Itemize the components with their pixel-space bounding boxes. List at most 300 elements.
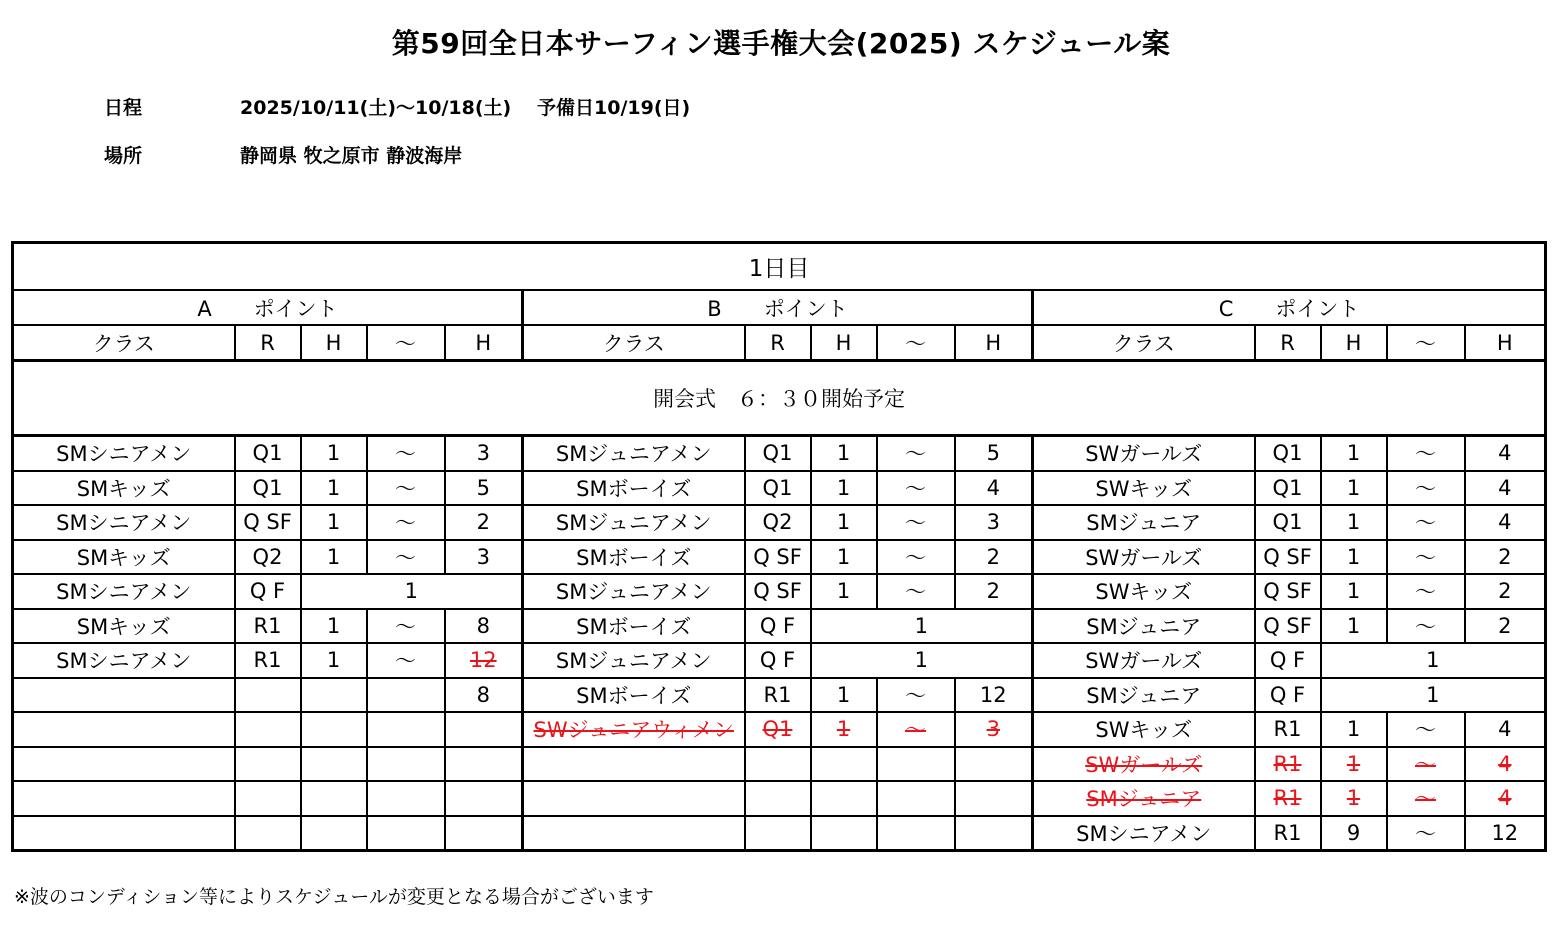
heat-start-cell bbox=[301, 436, 367, 471]
heat-start-cell bbox=[811, 574, 877, 609]
round-cell bbox=[235, 816, 301, 851]
schedule-label: 日程 bbox=[104, 97, 143, 119]
class-cell bbox=[1033, 678, 1255, 713]
heat-end-cell bbox=[1465, 436, 1546, 471]
heat-start-cell bbox=[1321, 574, 1387, 609]
round-cell-text: Q1 bbox=[1272, 441, 1303, 466]
class-cell-text: SMジュニアメン bbox=[555, 649, 712, 674]
class-cell-text: SWキッズ bbox=[1095, 580, 1193, 605]
heat-end-cell bbox=[1465, 712, 1546, 747]
class-cell bbox=[1033, 712, 1255, 747]
class-cell bbox=[13, 712, 235, 747]
round-cell bbox=[745, 505, 811, 540]
heat-end-cell bbox=[955, 471, 1033, 506]
heat-start-cell bbox=[811, 781, 877, 816]
tilde-cell bbox=[367, 436, 445, 471]
heat-end-cell bbox=[955, 781, 1033, 816]
class-cell-text: SMジュニア bbox=[1086, 614, 1202, 639]
tilde-cell bbox=[367, 816, 445, 851]
tilde-cell bbox=[367, 609, 445, 644]
round-cell-text: Q1 bbox=[252, 441, 283, 466]
class-cell-text: SMシニアメン bbox=[1076, 821, 1212, 846]
table-row bbox=[13, 747, 1546, 782]
heat-range-cell bbox=[1321, 678, 1546, 713]
class-cell bbox=[523, 781, 745, 816]
heat-start-cell bbox=[301, 505, 367, 540]
heat-end-cell-text: 12 bbox=[469, 648, 497, 673]
tilde-cell-text: ～ bbox=[1415, 476, 1436, 501]
heat-end-cell bbox=[1465, 816, 1546, 851]
round-cell-text: R1 bbox=[1273, 751, 1302, 776]
tilde-cell bbox=[367, 471, 445, 506]
heat-start-cell-text: 9 bbox=[1346, 820, 1361, 845]
heat-range-cell-text: 1 bbox=[914, 613, 928, 638]
class-cell bbox=[1033, 540, 1255, 575]
schedule-reserve-day: 予備日10/19(日) bbox=[537, 97, 691, 119]
tilde-cell-text: ～ bbox=[905, 683, 926, 708]
table-row bbox=[13, 436, 1546, 471]
round-cell-text: Q1 bbox=[762, 441, 793, 466]
tilde-cell bbox=[367, 781, 445, 816]
heat-end-cell bbox=[445, 505, 523, 540]
heat-range-cell bbox=[811, 609, 1033, 644]
class-cell bbox=[1033, 574, 1255, 609]
heat-start-cell-text: 1 bbox=[326, 613, 341, 638]
class-cell bbox=[13, 505, 235, 540]
heat-end-cell bbox=[445, 747, 523, 782]
opening-ceremony: 開会式 ６：３０開始予定 bbox=[13, 361, 1546, 436]
tilde-cell bbox=[877, 540, 955, 575]
class-cell-text: SMシニアメン bbox=[56, 649, 192, 674]
heat-end-cell-text: 5 bbox=[986, 441, 1000, 466]
heat-start-cell-text: 1 bbox=[836, 544, 851, 569]
heat-end-cell-text: 3 bbox=[476, 441, 490, 466]
heat-end-cell-text: 12 bbox=[979, 682, 1007, 707]
heat-start-cell bbox=[1321, 436, 1387, 471]
class-cell bbox=[523, 505, 745, 540]
round-cell bbox=[235, 436, 301, 471]
tilde-cell-text: ～ bbox=[1415, 821, 1436, 846]
heat-end-cell bbox=[445, 540, 523, 575]
round-cell bbox=[235, 781, 301, 816]
heat-end-cell-text: 2 bbox=[1498, 544, 1512, 569]
heat-end-cell-text: 3 bbox=[476, 544, 490, 569]
heat-end-cell-text: 3 bbox=[986, 717, 1000, 742]
heat-start-cell-text: 1 bbox=[1346, 579, 1361, 604]
round-cell bbox=[745, 712, 811, 747]
heat-range-cell-text: 1 bbox=[1426, 648, 1440, 673]
heat-start-cell bbox=[811, 747, 877, 782]
round-cell-text: R1 bbox=[1273, 820, 1302, 845]
round-cell bbox=[1255, 471, 1321, 506]
round-cell bbox=[1255, 747, 1321, 782]
heat-end-cell bbox=[955, 436, 1033, 471]
round-cell-text: Q F bbox=[759, 613, 796, 638]
heat-end-cell bbox=[1465, 574, 1546, 609]
round-cell bbox=[235, 643, 301, 678]
schedule-table bbox=[11, 241, 1547, 852]
col-header-b-heat: H bbox=[811, 325, 877, 361]
footnote: ※波のコンディション等によりスケジュールが変更となる場合がございます bbox=[14, 886, 654, 908]
heat-start-cell-text: 1 bbox=[836, 441, 851, 466]
round-cell-text: Q1 bbox=[762, 475, 793, 500]
class-cell bbox=[1033, 505, 1255, 540]
table-row bbox=[13, 781, 1546, 816]
heat-end-cell bbox=[955, 747, 1033, 782]
round-cell bbox=[745, 747, 811, 782]
tilde-cell bbox=[367, 712, 445, 747]
round-cell bbox=[235, 574, 301, 609]
class-cell-text: SMボーイズ bbox=[576, 614, 692, 639]
round-cell-text: R1 bbox=[1273, 717, 1302, 742]
class-cell bbox=[13, 747, 235, 782]
class-cell-text: SWジュニアウィメン bbox=[533, 718, 734, 743]
heat-end-cell bbox=[1465, 505, 1546, 540]
heat-end-cell-text: 4 bbox=[986, 475, 1000, 500]
heat-start-cell-text: 1 bbox=[1346, 613, 1361, 638]
round-cell-text: Q SF bbox=[753, 544, 802, 569]
heat-end-cell-text: 8 bbox=[476, 682, 490, 707]
class-cell bbox=[523, 712, 745, 747]
class-cell bbox=[1033, 609, 1255, 644]
tilde-cell bbox=[877, 747, 955, 782]
heat-end-cell-text: 4 bbox=[1498, 786, 1512, 811]
class-cell-text: SMシニアメン bbox=[56, 580, 192, 605]
heat-start-cell bbox=[301, 747, 367, 782]
col-header-b-heat-end: H bbox=[955, 325, 1033, 361]
heat-end-cell-text: 12 bbox=[1491, 820, 1519, 845]
heat-range-cell-text: 1 bbox=[914, 648, 928, 673]
table-row bbox=[13, 540, 1546, 575]
tilde-cell-text: ～ bbox=[1415, 545, 1436, 570]
tilde-cell bbox=[1387, 436, 1465, 471]
round-cell bbox=[235, 678, 301, 713]
heat-end-cell bbox=[445, 436, 523, 471]
heat-end-cell-text: 2 bbox=[476, 510, 490, 535]
round-cell bbox=[235, 540, 301, 575]
heat-start-cell bbox=[1321, 609, 1387, 644]
heat-start-cell bbox=[1321, 505, 1387, 540]
col-header-c-class: クラス bbox=[1033, 325, 1255, 361]
round-cell bbox=[1255, 712, 1321, 747]
heat-start-cell bbox=[1321, 540, 1387, 575]
tilde-cell bbox=[877, 816, 955, 851]
class-cell bbox=[523, 436, 745, 471]
class-cell-text: SMキッズ bbox=[76, 614, 171, 639]
round-cell-text: Q SF bbox=[1263, 544, 1312, 569]
table-row bbox=[13, 574, 1546, 609]
tilde-cell-text: ～ bbox=[395, 614, 416, 639]
tilde-cell bbox=[877, 781, 955, 816]
heat-end-cell-text: 2 bbox=[986, 544, 1000, 569]
round-cell bbox=[745, 609, 811, 644]
heat-range-cell-text: 1 bbox=[404, 579, 418, 604]
class-cell bbox=[523, 574, 745, 609]
class-cell-text: SMボーイズ bbox=[576, 545, 692, 570]
round-cell-text: Q SF bbox=[753, 579, 802, 604]
col-header-b-round: R bbox=[745, 325, 811, 361]
class-cell bbox=[13, 574, 235, 609]
heat-start-cell bbox=[301, 643, 367, 678]
table-row bbox=[13, 505, 1546, 540]
heat-end-cell bbox=[445, 643, 523, 678]
class-cell bbox=[13, 781, 235, 816]
heat-start-cell-text: 1 bbox=[1346, 475, 1361, 500]
heat-end-cell-text: 8 bbox=[476, 613, 490, 638]
heat-start-cell bbox=[1321, 712, 1387, 747]
heat-start-cell-text: 1 bbox=[836, 682, 851, 707]
heat-end-cell bbox=[445, 781, 523, 816]
heat-start-cell-text: 1 bbox=[836, 475, 851, 500]
class-cell bbox=[13, 643, 235, 678]
heat-start-cell-text: 1 bbox=[1346, 544, 1361, 569]
col-header-c-heat-end: H bbox=[1465, 325, 1546, 361]
tilde-cell-text: ～ bbox=[905, 476, 926, 501]
heat-start-cell bbox=[811, 678, 877, 713]
heat-end-cell-text: 4 bbox=[1498, 475, 1512, 500]
day-header: 1日目 bbox=[13, 243, 1546, 291]
tilde-cell-text: ～ bbox=[395, 511, 416, 536]
class-cell bbox=[523, 747, 745, 782]
heat-range-cell bbox=[1321, 643, 1546, 678]
round-cell-text: R1 bbox=[253, 613, 282, 638]
class-cell bbox=[523, 816, 745, 851]
tilde-cell bbox=[877, 436, 955, 471]
heat-start-cell bbox=[1321, 747, 1387, 782]
tilde-cell bbox=[367, 678, 445, 713]
heat-start-cell-text: 1 bbox=[326, 544, 341, 569]
round-cell bbox=[235, 712, 301, 747]
round-cell-text: Q SF bbox=[1263, 613, 1312, 638]
class-cell-text: SWガールズ bbox=[1085, 649, 1203, 674]
class-cell-text: SWガールズ bbox=[1085, 752, 1203, 777]
class-cell-text: SMキッズ bbox=[76, 476, 171, 501]
heat-end-cell-text: 4 bbox=[1498, 510, 1512, 535]
heat-end-cell bbox=[445, 609, 523, 644]
tilde-cell-text: ～ bbox=[395, 649, 416, 674]
heat-start-cell-text: 1 bbox=[1346, 717, 1361, 742]
round-cell bbox=[1255, 436, 1321, 471]
round-cell-text: Q1 bbox=[762, 717, 793, 742]
col-header-c-tilde: ～ bbox=[1387, 325, 1465, 361]
class-cell-text: SMジュニア bbox=[1086, 683, 1202, 708]
heat-start-cell bbox=[811, 712, 877, 747]
heat-end-cell-text: 4 bbox=[1498, 717, 1512, 742]
class-cell-text: SMジュニアメン bbox=[555, 442, 712, 467]
round-cell bbox=[745, 643, 811, 678]
round-cell bbox=[1255, 678, 1321, 713]
heat-end-cell bbox=[445, 816, 523, 851]
tilde-cell-text: ～ bbox=[395, 442, 416, 467]
heat-start-cell bbox=[811, 816, 877, 851]
tilde-cell bbox=[877, 712, 955, 747]
tilde-cell-text: ～ bbox=[905, 718, 926, 743]
col-header-a-class: クラス bbox=[13, 325, 235, 361]
round-cell-text: R1 bbox=[253, 648, 282, 673]
class-cell bbox=[523, 540, 745, 575]
round-cell bbox=[235, 505, 301, 540]
tilde-cell bbox=[1387, 816, 1465, 851]
class-cell-text: SMジュニア bbox=[1086, 787, 1202, 812]
round-cell-text: R1 bbox=[763, 682, 792, 707]
col-header-a-tilde: ～ bbox=[367, 325, 445, 361]
round-cell-text: Q SF bbox=[243, 510, 292, 535]
heat-start-cell bbox=[301, 781, 367, 816]
tilde-cell-text: ～ bbox=[1415, 752, 1436, 777]
class-cell-text: SMボーイズ bbox=[576, 683, 692, 708]
class-cell bbox=[13, 816, 235, 851]
tilde-cell bbox=[1387, 471, 1465, 506]
class-cell bbox=[523, 471, 745, 506]
round-cell bbox=[745, 436, 811, 471]
tilde-cell bbox=[1387, 747, 1465, 782]
round-cell bbox=[1255, 781, 1321, 816]
round-cell bbox=[745, 574, 811, 609]
round-cell bbox=[235, 609, 301, 644]
heat-start-cell bbox=[301, 678, 367, 713]
heat-start-cell-text: 1 bbox=[326, 441, 341, 466]
tilde-cell bbox=[1387, 609, 1465, 644]
tilde-cell bbox=[877, 471, 955, 506]
class-cell bbox=[13, 436, 235, 471]
tilde-cell-text: ～ bbox=[905, 442, 926, 467]
round-cell bbox=[1255, 540, 1321, 575]
heat-end-cell-text: 4 bbox=[1498, 751, 1512, 776]
heat-end-cell bbox=[1465, 609, 1546, 644]
round-cell-text: Q F bbox=[1269, 682, 1306, 707]
heat-start-cell-text: 1 bbox=[1346, 441, 1361, 466]
class-cell bbox=[1033, 643, 1255, 678]
tilde-cell bbox=[367, 505, 445, 540]
class-cell-text: SMジュニアメン bbox=[555, 511, 712, 536]
heat-start-cell-text: 1 bbox=[326, 475, 341, 500]
heat-start-cell bbox=[811, 436, 877, 471]
tilde-cell-text: ～ bbox=[1415, 442, 1436, 467]
class-cell-text: SMキッズ bbox=[76, 545, 171, 570]
tilde-cell bbox=[367, 540, 445, 575]
class-cell-text: SWガールズ bbox=[1085, 442, 1203, 467]
round-cell-text: Q F bbox=[249, 579, 286, 604]
tilde-cell-text: ～ bbox=[1415, 787, 1436, 812]
heat-range-cell-text: 1 bbox=[1426, 682, 1440, 707]
class-cell-text: SMジュニアメン bbox=[555, 580, 712, 605]
round-cell-text: Q2 bbox=[762, 510, 793, 535]
table-row bbox=[13, 712, 1546, 747]
col-header-a-heat: H bbox=[301, 325, 367, 361]
point-a-header: A ポイント bbox=[13, 290, 523, 325]
schedule-dates: 2025/10/11(土)～10/18(土) bbox=[240, 97, 512, 119]
round-cell-text: Q F bbox=[1269, 648, 1306, 673]
tilde-cell-text: ～ bbox=[395, 545, 416, 570]
round-cell bbox=[745, 471, 811, 506]
tilde-cell-text: ～ bbox=[905, 580, 926, 605]
heat-end-cell-text: 3 bbox=[986, 510, 1000, 535]
round-cell bbox=[1255, 816, 1321, 851]
heat-start-cell-text: 1 bbox=[326, 648, 341, 673]
class-cell bbox=[13, 678, 235, 713]
tilde-cell-text: ～ bbox=[1415, 718, 1436, 743]
col-header-c-heat: H bbox=[1321, 325, 1387, 361]
heat-start-cell-text: 1 bbox=[1346, 751, 1361, 776]
tilde-cell-text: ～ bbox=[1415, 580, 1436, 605]
heat-end-cell bbox=[445, 678, 523, 713]
round-cell-text: Q SF bbox=[1263, 579, 1312, 604]
round-cell bbox=[235, 471, 301, 506]
round-cell-text: R1 bbox=[1273, 786, 1302, 811]
tilde-cell bbox=[877, 505, 955, 540]
class-cell-text: SMシニアメン bbox=[56, 511, 192, 536]
tilde-cell bbox=[367, 643, 445, 678]
heat-end-cell bbox=[445, 471, 523, 506]
col-header-b-tilde: ～ bbox=[877, 325, 955, 361]
class-cell-text: SWキッズ bbox=[1095, 476, 1193, 501]
round-cell bbox=[745, 540, 811, 575]
heat-start-cell bbox=[301, 712, 367, 747]
heat-end-cell bbox=[955, 574, 1033, 609]
heat-end-cell bbox=[1465, 747, 1546, 782]
heat-end-cell bbox=[955, 712, 1033, 747]
heat-start-cell bbox=[1321, 816, 1387, 851]
heat-end-cell bbox=[1465, 471, 1546, 506]
col-header-a-heat-end: H bbox=[445, 325, 523, 361]
tilde-cell bbox=[1387, 781, 1465, 816]
location-value: 静岡県 牧之原市 静波海岸 bbox=[240, 145, 463, 167]
round-cell bbox=[1255, 505, 1321, 540]
table-row bbox=[13, 471, 1546, 506]
heat-end-cell bbox=[1465, 781, 1546, 816]
round-cell-text: Q1 bbox=[1272, 510, 1303, 535]
class-cell bbox=[1033, 471, 1255, 506]
round-cell bbox=[235, 747, 301, 782]
heat-start-cell-text: 1 bbox=[1346, 510, 1361, 535]
tilde-cell bbox=[877, 574, 955, 609]
class-cell-text: SMボーイズ bbox=[576, 476, 692, 501]
class-cell-text: SMシニアメン bbox=[56, 442, 192, 467]
heat-end-cell-text: 2 bbox=[986, 579, 1000, 604]
table-row bbox=[13, 643, 1546, 678]
point-b-header: B ポイント bbox=[523, 290, 1033, 325]
class-cell-text: SWガールズ bbox=[1085, 545, 1203, 570]
class-cell-text: SWキッズ bbox=[1095, 718, 1193, 743]
heat-start-cell bbox=[811, 540, 877, 575]
heat-start-cell-text: 1 bbox=[836, 717, 851, 742]
round-cell bbox=[1255, 643, 1321, 678]
tilde-cell bbox=[1387, 540, 1465, 575]
heat-start-cell-text: 1 bbox=[836, 579, 851, 604]
class-cell bbox=[1033, 747, 1255, 782]
heat-start-cell bbox=[301, 816, 367, 851]
heat-end-cell bbox=[955, 678, 1033, 713]
heat-start-cell-text: 1 bbox=[326, 510, 341, 535]
class-cell bbox=[523, 678, 745, 713]
location-label: 場所 bbox=[104, 145, 143, 167]
col-header-a-round: R bbox=[235, 325, 301, 361]
heat-end-cell-text: 2 bbox=[1498, 613, 1512, 638]
heat-start-cell bbox=[1321, 471, 1387, 506]
round-cell-text: Q1 bbox=[252, 475, 283, 500]
heat-start-cell-text: 1 bbox=[836, 510, 851, 535]
col-header-b-class: クラス bbox=[523, 325, 745, 361]
tilde-cell bbox=[877, 678, 955, 713]
class-cell bbox=[523, 643, 745, 678]
class-cell-text: SMジュニア bbox=[1086, 511, 1202, 536]
round-cell bbox=[745, 678, 811, 713]
round-cell bbox=[1255, 609, 1321, 644]
point-c-header: C ポイント bbox=[1033, 290, 1546, 325]
round-cell-text: Q F bbox=[759, 648, 796, 673]
tilde-cell bbox=[1387, 712, 1465, 747]
heat-range-cell bbox=[811, 643, 1033, 678]
